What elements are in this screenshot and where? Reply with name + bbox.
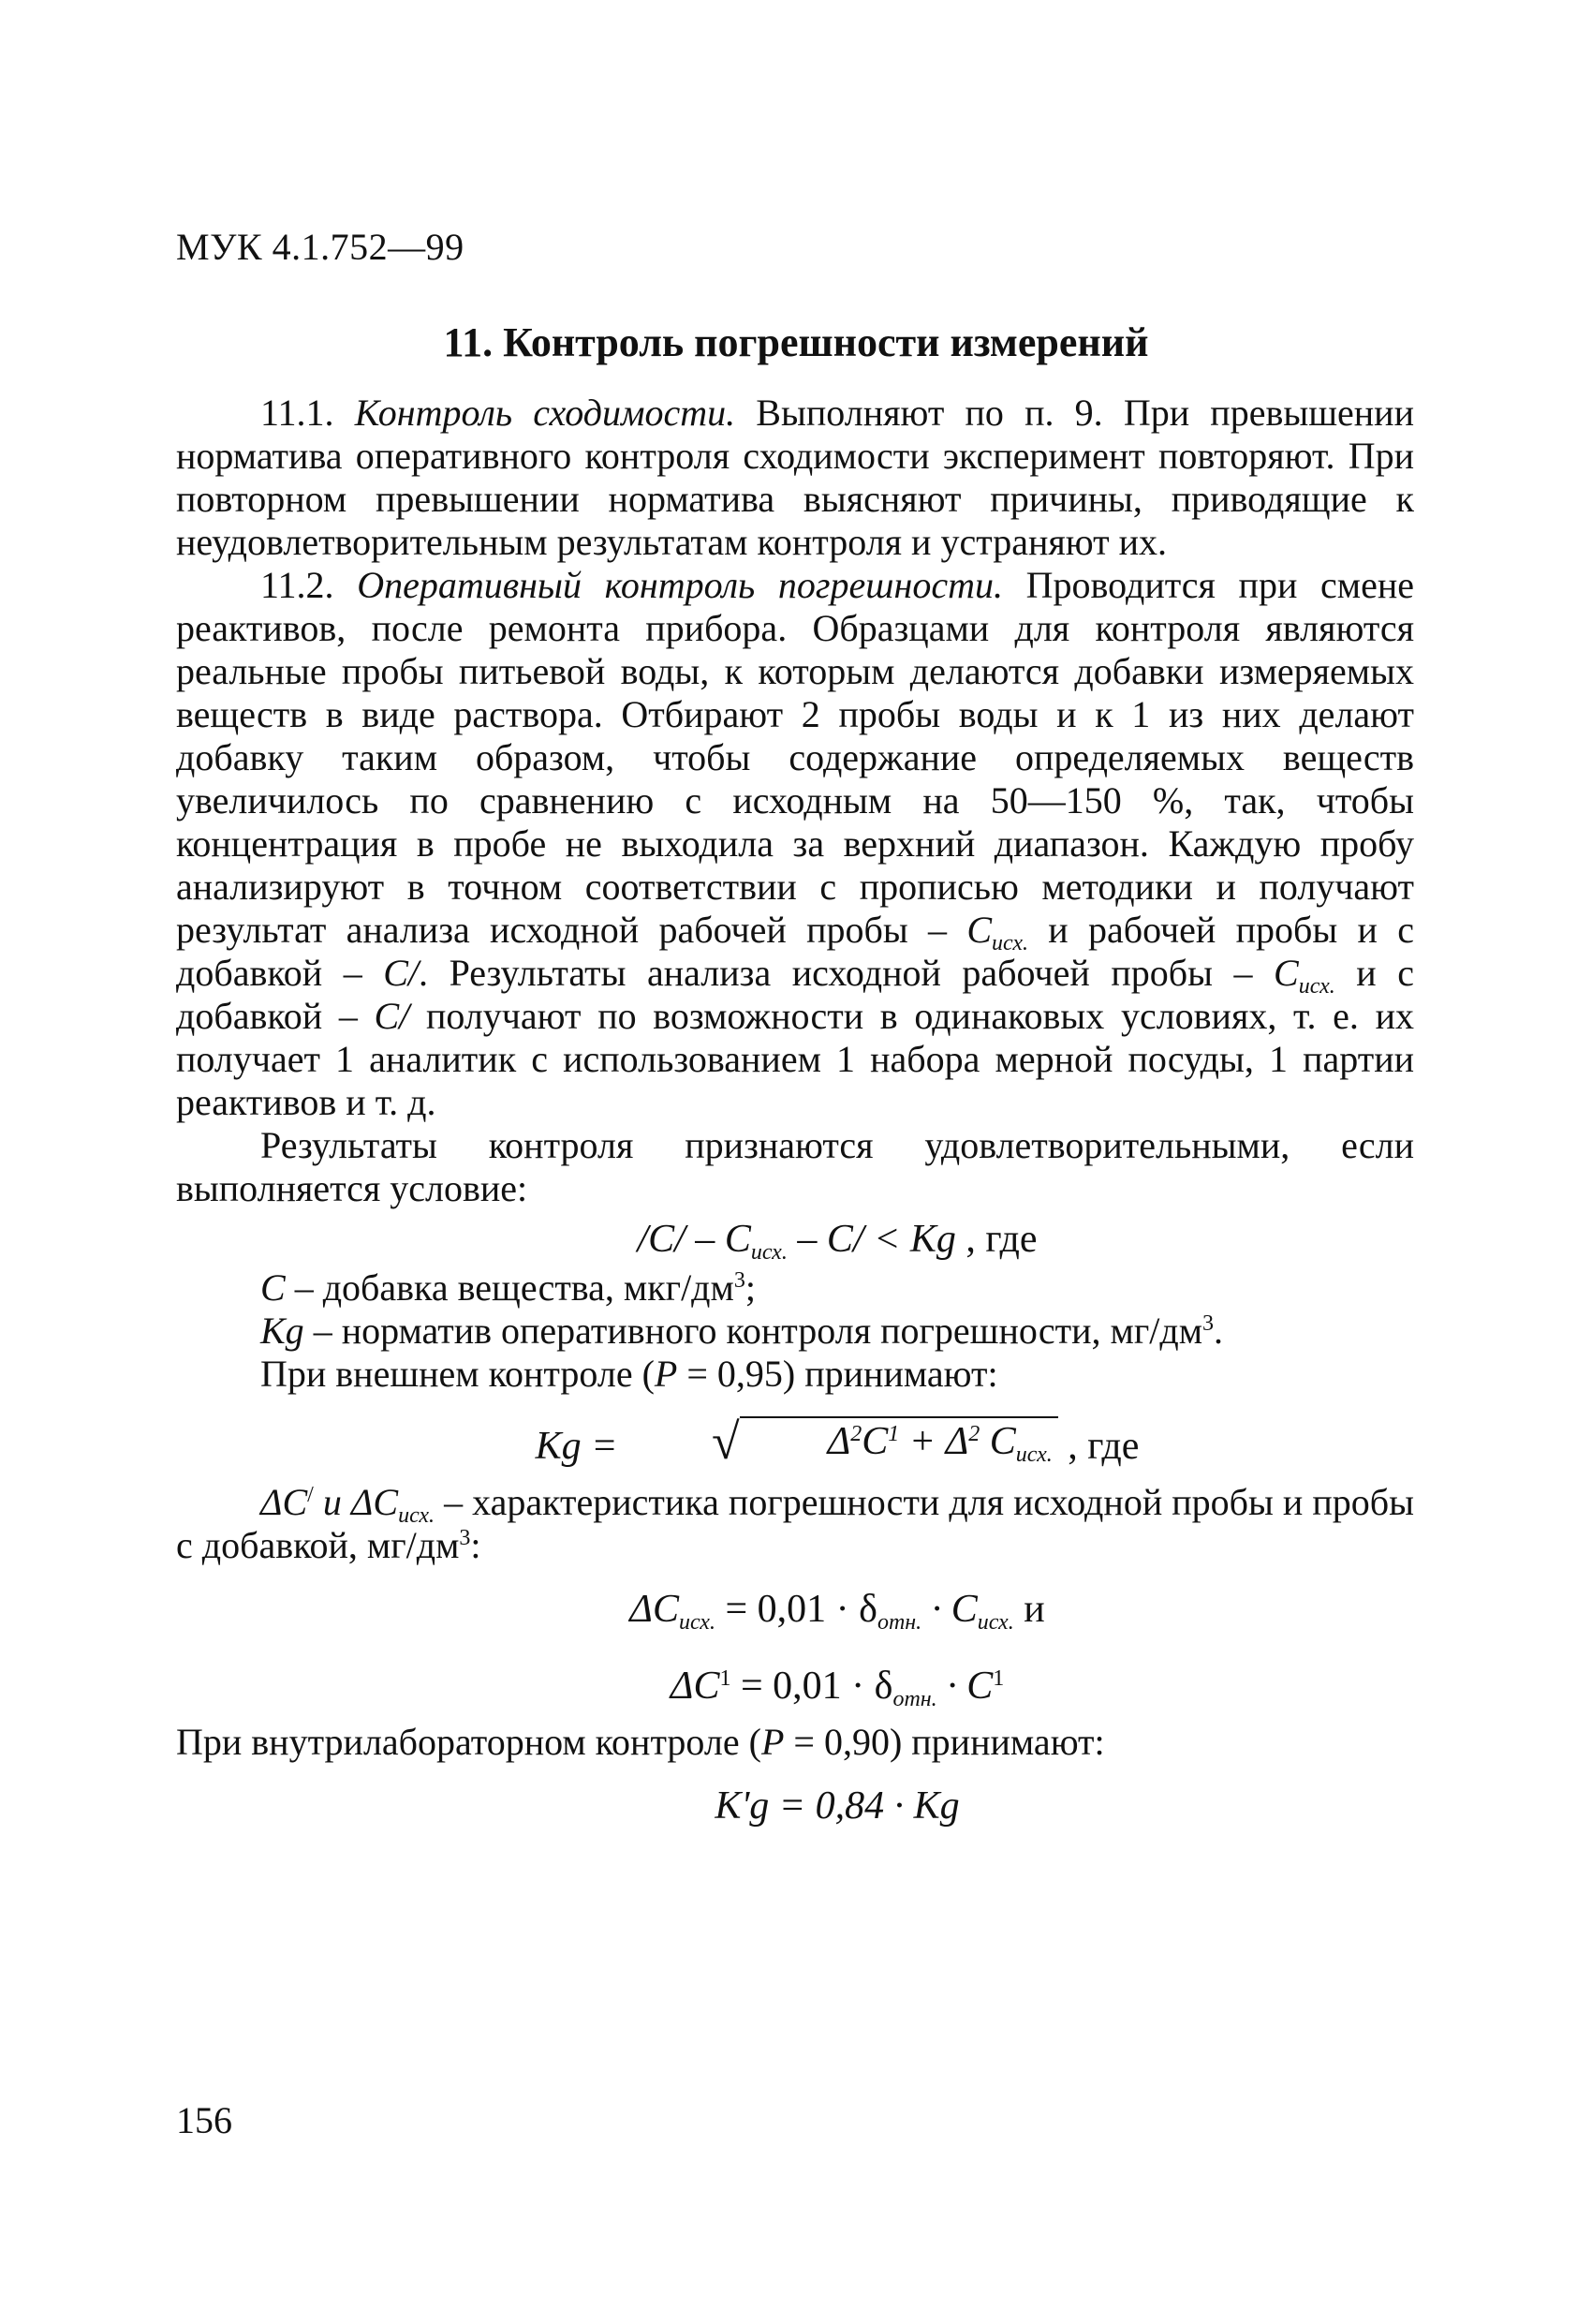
- paragraph-11-1: 11.1. Контроль сходимости. Выполняют по п. 9. При превышении норматива оперативного контроля сходимости эксперимент повторяют. При повторном превышении норматива выясняют причины, приводящие к неудовлетворительным результатам контроля и устраняют их.: [176, 392, 1414, 563]
- body-text: [176, 392, 1414, 1841]
- delta-c1-formula: $\Delta C^1 = 0,01 \cdot \delta_{отн.} \cdot C^1$: [670, 1665, 1005, 1711]
- paragraph-condition-intro: Результаты контроля признаются удовлетворительными, если выполняется условие:: [176, 1124, 1414, 1209]
- external-control-text: При внешнем контроле (P = 0,95) принимают:: [260, 1353, 998, 1395]
- legend-kg: Kg – норматив оперативного контроля погрешности, $мг/дм^3$.: [260, 1310, 1224, 1352]
- paragraph-11-2: 11.2. Оперативный контроль погрешности. Проводится при смене реактивов, после ремонта прибора. Образцами для контроля являются реальные пробы питьевой воды, к которым делаются добавки измеряемых веществ в виде раствора. Отбирают 2 пробы воды и к 1 из них делают добавку таким образом, чтобы содержание определяемых веществ увеличилось по сравнению с исходным на 50—150 %, так, чтобы концентрация в пробе не выходила за верхний диапазон. Каждую пробу анализируют в точном соответствии с прописью методики и получают результат анализа исходной рабочей пробы – $C_{исх.}$ и рабочей пробы и с добавкой – C/. Результаты анализа исходной рабочей пробы – $C_{исх.}$ и с добавкой – C/ получают по возможности в одинаковых условиях, т. е. их получает 1 аналитик с использованием 1 набора мерной посуды, 1 партии реактивов и т. д.: [176, 564, 1414, 1123]
- legend-c: C – добавка вещества, мкг/$дм^3$;: [260, 1266, 756, 1309]
- error-characteristic-text: ΔC/ и $\Delta C_{исх.}$ – характеристика погрешности для исходной пробы и пробы с добавкой, $мг/дм^3$:: [176, 1481, 1415, 1566]
- page-number: 156: [176, 2099, 232, 2141]
- internal-control-text: При внутрилабораторном контроле (P = 0,90) принимают:: [176, 1721, 1105, 1763]
- radicand: $\Delta^2C^1 + \Delta^2$ $C_{исх.}$: [740, 1416, 1058, 1463]
- document-code: МУК 4.1.752—99: [176, 226, 464, 268]
- section-title: 11. Контроль погрешности измерений: [443, 319, 1149, 365]
- kg-formula: Kg = √ $\Delta^2C^1 + \Delta^2$ $C_{исх.}$ , где: [535, 1414, 1140, 1470]
- delta-c-isx-formula: $\Delta C_{исх.} = 0,01 \cdot \delta_{отн.} \cdot C_{исх.}$ и: [629, 1588, 1045, 1635]
- paragraph-label: Оперативный контроль погрешности.: [357, 564, 1003, 606]
- paragraph-label: Контроль сходимости.: [354, 392, 736, 434]
- radical-sign-icon: √: [711, 1414, 740, 1470]
- kpg-formula: K'g = 0,84 · Kg: [715, 1784, 960, 1828]
- condition-formula: $/C/ - C_{исх.} - C/ < Kg$ , где: [637, 1218, 1038, 1265]
- square-root: [627, 1414, 1058, 1470]
